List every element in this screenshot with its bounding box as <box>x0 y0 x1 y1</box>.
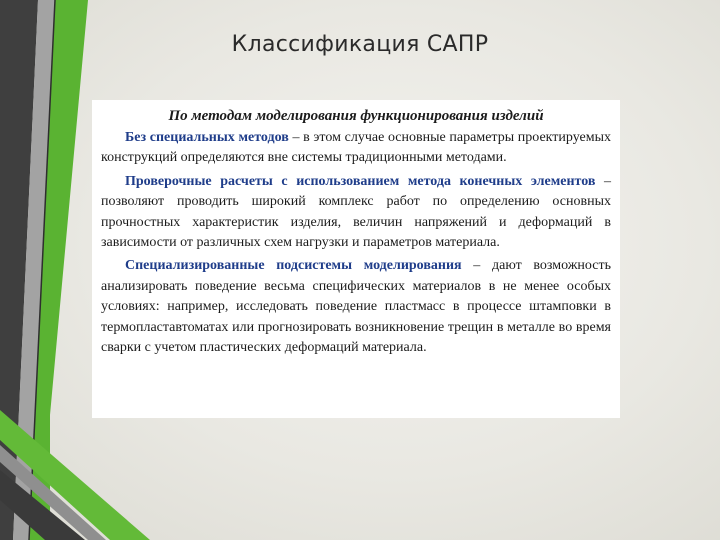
paragraph-no-special-methods <box>101 128 611 169</box>
slide-title: Классификация САПР <box>231 32 489 57</box>
text-fem-calculations: – позволяют проводить широкий комплекс работ по определению основных прочностных характеристик изделия, величин напряжений и деформаций в зависимости от различных схем нагрузки и параметров материала. <box>101 173 611 251</box>
term-no-special-methods: Без специальных методов <box>125 130 289 145</box>
paragraph-specialized-subsystems <box>101 256 611 358</box>
term-specialized-subsystems: Специализированные подсистемы моделирования <box>125 258 462 274</box>
term-fem-calculations: Проверочные расчеты с использованием метода конечных элементов <box>125 173 596 189</box>
text-panel <box>92 100 620 418</box>
paragraph-fem-calculations <box>101 172 611 254</box>
text-no-special-methods: – в этом случае основные параметры проектируемых конструкций определяются вне системы традиционными методами. <box>101 130 611 166</box>
text-specialized-subsystems: – дают возможность анализировать поведение весьма специфических материалов в не менее особых условиях: например, исследовать поведение пластмасс в процессе штамповки в термопластавтоматах или прогнозировать возникновение трещин в металле во время сварки с учетом пластических деформаций материала. <box>101 258 611 356</box>
panel-heading: По методам моделирования функционирования изделий <box>168 108 544 124</box>
